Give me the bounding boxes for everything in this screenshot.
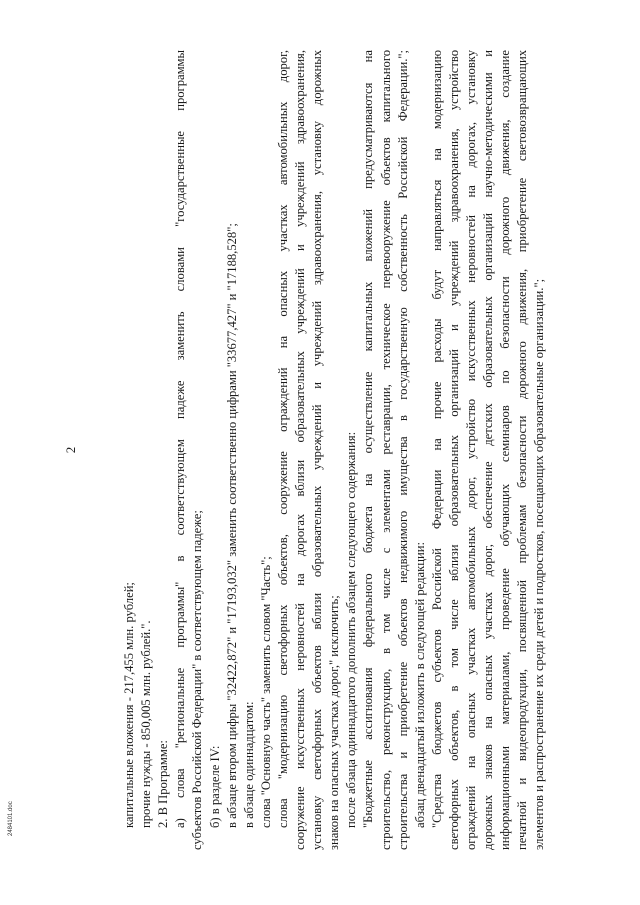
text-line: в абзаце втором цифры "32422,872" и "17193,032" заменить соответственно цифрами "33677,427" и "17188,528"; [224, 223, 239, 828]
rotated-text-frame [63, 50, 547, 850]
text-line: после абзаца одиннадцатого дополнить абзацем следующего содержания: [344, 431, 359, 828]
text-line: в абзаце одиннадцатом: [241, 701, 256, 828]
text-line: слова "Основную часть" заменить словом "Часть"; [258, 556, 273, 828]
text-line: установку светофорных объектов вблизи образовательных учреждений и учреждений здравоохранения, установку дорожных [310, 50, 325, 850]
text-line: дорожных знаков на опасных участках дорог, обеспечение детских образовательных организаций научно-методическими и [481, 50, 496, 850]
text-line: а) слова "региональные программы" в соответствующем падеже заменить словами "государственные программы [173, 50, 188, 828]
document-file-code: 2484101.doc [8, 801, 14, 836]
text-line: сооружение искусственных неровностей на дорогах вблизи образовательных учреждений и учреждений здравоохранения, [293, 50, 307, 850]
text-line: строительство, реконструкцию, в том числе с элементами реставрации, техническое перевооружение объектов капитального [378, 50, 393, 850]
text-line: 2. В Программе: [156, 740, 171, 828]
page-number: 2 [63, 446, 78, 454]
text-line: светофорных объектов, в том числе вблизи образовательных организаций и учреждений здравоохранения, устройство [446, 50, 461, 850]
text-line: элементов и распространение их среди детей и подростков, посещающих образовательные организации."; [532, 278, 547, 850]
text-line: капитальные вложения - 217,455 млн. рублей; [122, 582, 136, 828]
text-line: слова "модернизацию светофорных объектов, сооружение ограждений на опасных участках автомобильных дорог, [275, 50, 290, 828]
body-text [121, 50, 547, 850]
text-line: информационными материалами, проведение обучающих семинаров по безопасности дорожного движения, создание [498, 50, 513, 850]
text-line: прочие нужды - 850,005 млн. рублей.". [139, 620, 154, 828]
text-line: "Бюджетные ассигнования федерального бюджета на осуществление капитальных вложений предусматриваются на [361, 50, 376, 828]
text-line: абзац двенадцатый изложить в следующей редакции: [412, 542, 427, 828]
text-line: знаков на опасных участках дорог," исключить; [327, 595, 342, 850]
text-line: субъектов Российской Федерации" в соответствующем падеже; [190, 510, 205, 850]
text-line: строительства и приобретение объектов недвижимого имущества в государственную собственность Российской Федерации."; [395, 50, 410, 850]
text-line: ограждений на опасных участках автомобильных дорог, устройство искусственных неровностей на дорогах, установку [464, 50, 478, 850]
text-line: б) в разделе IV: [207, 745, 222, 828]
text-line: "Средства бюджетов субъектов Российской Федерации на прочие расходы будут направляться на модернизацию [429, 50, 444, 828]
text-line: печатной и видеопродукции, посвященной проблемам безопасности дорожного движения, приобретение световозвращающих [515, 50, 530, 850]
